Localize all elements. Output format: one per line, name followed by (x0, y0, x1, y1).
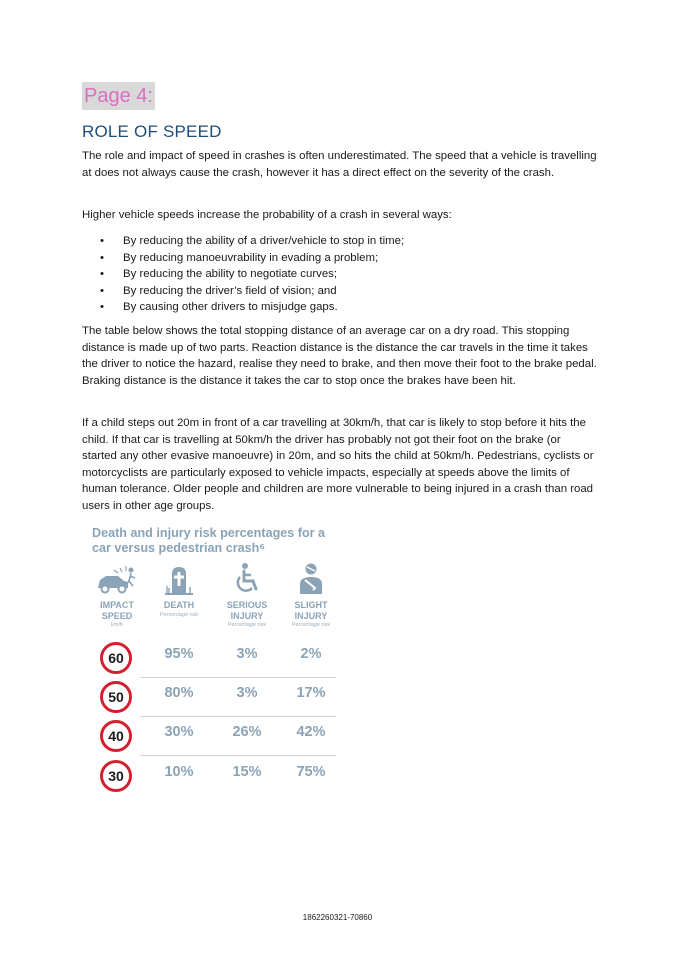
page-label: Page 4: (82, 82, 155, 110)
injured-person-icon (297, 562, 325, 596)
list-item: • By reducing the ability of a driver/vehicle to stop in time; (100, 233, 404, 250)
paragraph-ways-intro: Higher vehicle speeds increase the probability of a crash in several ways: (82, 209, 452, 221)
car-crash-icon (96, 564, 138, 596)
table-row (92, 758, 344, 796)
speed-limit-sign: 60 (100, 642, 132, 674)
row-divider (140, 677, 336, 678)
column-header: DEATH (163, 600, 195, 610)
death-risk-value: 95% (164, 646, 194, 662)
list-item: • By reducing the ability to negotiate curves; (100, 266, 404, 283)
column-death (148, 562, 210, 619)
row-divider (140, 755, 336, 756)
death-risk-value: 80% (164, 685, 194, 701)
column-subheader: Percentage risk (159, 611, 199, 618)
speed-limit-sign: 50 (100, 681, 132, 713)
death-risk-value: 10% (164, 764, 194, 780)
document-id: 1862260321-70860 (302, 913, 373, 922)
slight-injury-value: 17% (296, 685, 326, 701)
column-impact-speed (86, 562, 148, 629)
column-serious-injury (216, 562, 278, 629)
row-divider (140, 716, 336, 717)
serious-injury-value: 26% (232, 724, 262, 740)
column-header: SERIOUS INJURY (226, 600, 268, 621)
list-item: • By reducing manoeuvrability in evading a problem; (100, 250, 404, 267)
slight-injury-value: 2% (300, 646, 322, 662)
column-subheader: km/h (111, 622, 123, 628)
paragraph-stopping-distance: The table below shows the total stopping distance of an average car on a dry road. This stopping distance is made up of two parts. Reaction distance is the distance the car travels in the time it takes the driver to notice the hazard, realise they need to brake, and then move their foot to the brake pedal. Braking distance is the distance it takes the car to stop once the brakes have been hit. (82, 325, 597, 387)
list-item: • By reducing the driver’s field of vision; and (100, 283, 404, 300)
section-heading: ROLE OF SPEED (82, 122, 222, 141)
column-subheader: Percentage risk (227, 622, 267, 628)
slight-injury-value: 75% (296, 764, 326, 780)
serious-injury-value: 3% (236, 646, 258, 662)
table-row (92, 679, 344, 717)
serious-injury-value: 3% (236, 685, 258, 701)
death-risk-value: 30% (164, 724, 194, 740)
risk-infographic (92, 526, 344, 798)
column-header: SLIGHT INJURY (294, 600, 328, 621)
column-header: IMPACT SPEED (100, 600, 134, 621)
speed-limit-sign: 40 (100, 720, 132, 752)
column-slight-injury (280, 562, 342, 629)
gravestone-icon (162, 564, 196, 596)
infographic-title: Death and injury risk percentages for a car versus pedestrian crash⁶ (92, 526, 326, 555)
paragraph-intro: The role and impact of speed in crashes is often underestimated. The speed that a vehicle is travelling at does not always cause the crash, however it has a direct effect on the severity of the crash. (82, 150, 597, 179)
slight-injury-value: 42% (296, 724, 326, 740)
table-row (92, 718, 344, 756)
wheelchair-icon (232, 562, 262, 596)
paragraph-child-example: If a child steps out 20m in front of a car travelling at 30km/h, that car is likely to stop before it hits the child. If that car is travelling at 50km/h the driver has probably not got their foot on the brake (or started any other evasive manoeuvre) in 20m, and so hits the child at 50km/h. Pedestrians, cyclists or motorcyclists are particularly exposed to vehicle impacts, especially at speeds above the limits of human tolerance. Older people and children are more vulnerable to being injured in a crash than road users in other age groups. (82, 417, 594, 512)
table-row (92, 640, 344, 678)
speed-limit-sign: 30 (100, 760, 132, 792)
list-item: • By causing other drivers to misjudge gaps. (100, 299, 404, 316)
serious-injury-value: 15% (232, 764, 262, 780)
column-subheader: Percentage risk (291, 622, 331, 628)
crash-factors-list (100, 233, 404, 316)
